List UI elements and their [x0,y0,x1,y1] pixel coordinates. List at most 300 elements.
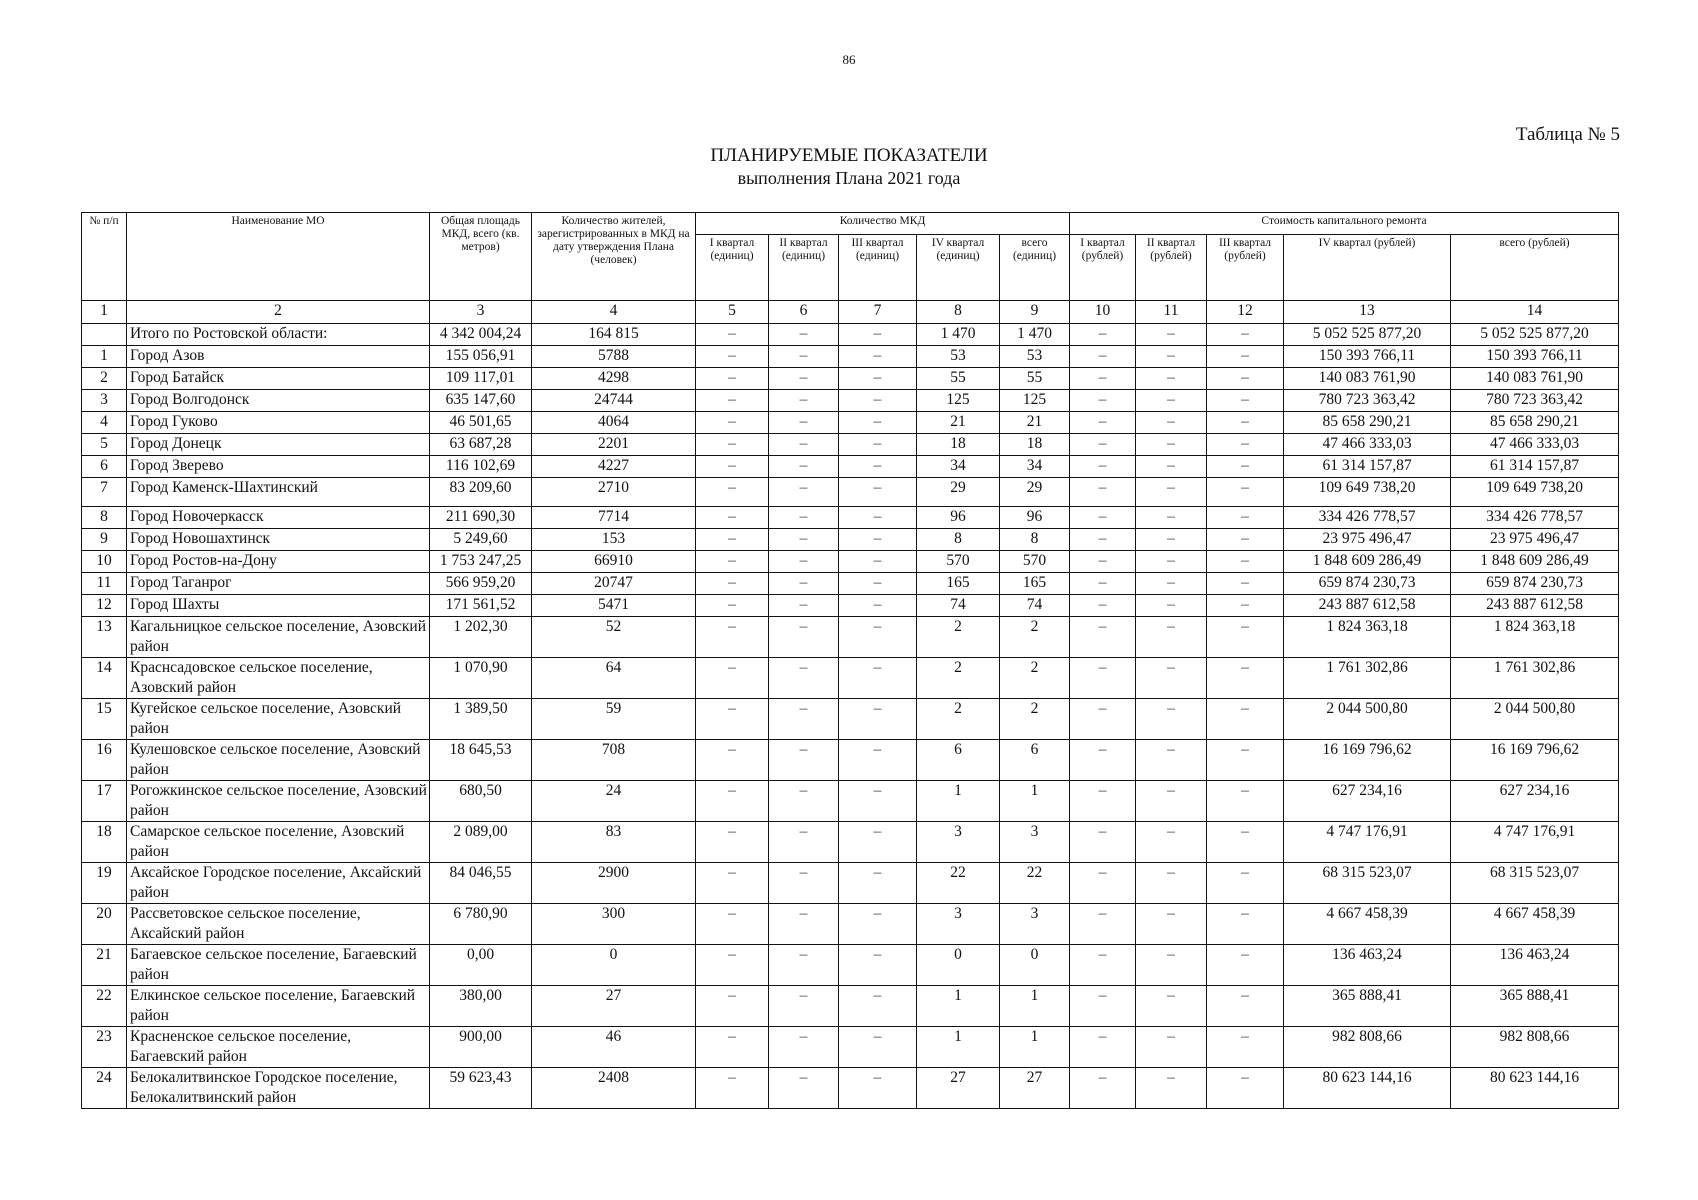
cost-q2-cell: – [1136,529,1207,551]
document-title: ПЛАНИРУЕМЫЕ ПОКАЗАТЕЛИ [710,145,988,166]
row-number-cell: 1 [82,346,127,368]
mkd-q2-cell: – [769,699,839,740]
total-area-cell: 211 690,30 [430,507,532,529]
cost-q3-cell: – [1207,945,1284,986]
cost-total-cell: 334 426 778,57 [1451,507,1619,529]
table-row [82,390,1619,412]
total-area-cell: 155 056,91 [430,346,532,368]
row-number-cell: 12 [82,595,127,617]
cost-q1-cell: – [1070,658,1136,699]
cost-q2-cell: – [1136,1027,1207,1068]
total-area-cell: 635 147,60 [430,390,532,412]
mkd-q2-cell: – [769,324,839,346]
residents-count-cell: 83 [532,822,696,863]
cost-q4-cell: 1 761 302,86 [1284,658,1451,699]
mkd-q3-cell: – [839,478,917,507]
cost-q3-cell: – [1207,529,1284,551]
cost-q1-cell: – [1070,1068,1136,1109]
row-number-cell: 21 [82,945,127,986]
cost-q1-cell: – [1070,986,1136,1027]
mkd-q2-cell: – [769,507,839,529]
row-number-cell: 18 [82,822,127,863]
header-cost-group: Стоимость капитального ремонта [1070,213,1619,235]
row-number-cell: 13 [82,617,127,658]
mkd-q4-cell: 22 [917,863,1000,904]
mkd-q1-cell: – [696,346,769,368]
total-area-cell: 59 623,43 [430,1068,532,1109]
header-q1-rub: I квартал (рублей) [1070,235,1136,301]
cost-q4-cell: 16 169 796,62 [1284,740,1451,781]
cost-q4-cell: 23 975 496,47 [1284,529,1451,551]
mkd-q4-cell: 3 [917,904,1000,945]
cost-q3-cell: – [1207,699,1284,740]
mo-name-cell: Багаевское сельское поселение, Багаевский район [127,945,430,986]
mkd-q4-cell: 6 [917,740,1000,781]
table-row [82,658,1619,699]
header-total-units: всего (единиц) [1000,235,1070,301]
total-area-cell: 46 501,65 [430,412,532,434]
row-number-cell: 19 [82,863,127,904]
cost-total-cell: 4 747 176,91 [1451,822,1619,863]
cost-q3-cell: – [1207,595,1284,617]
row-number-cell: 2 [82,368,127,390]
indicators-table [81,212,1619,1109]
mkd-q3-cell: – [839,1027,917,1068]
cost-q1-cell: – [1070,346,1136,368]
mkd-q4-cell: 21 [917,412,1000,434]
cost-q4-cell: 780 723 363,42 [1284,390,1451,412]
mkd-total-cell: 125 [1000,390,1070,412]
mkd-q1-cell: – [696,904,769,945]
cost-q3-cell: – [1207,863,1284,904]
cost-q1-cell: – [1070,456,1136,478]
column-number: 11 [1136,301,1207,324]
mkd-q2-cell: – [769,740,839,781]
residents-count-cell: 64 [532,658,696,699]
cost-total-cell: 47 466 333,03 [1451,434,1619,456]
mo-name-cell: Кулешовское сельское поселение, Азовский район [127,740,430,781]
cost-q3-cell: – [1207,1027,1284,1068]
mkd-q4-cell: 125 [917,390,1000,412]
mkd-q4-cell: 34 [917,456,1000,478]
mkd-q1-cell: – [696,478,769,507]
table-row [82,346,1619,368]
mkd-q2-cell: – [769,904,839,945]
mkd-q3-cell: – [839,507,917,529]
mkd-q3-cell: – [839,456,917,478]
residents-count-cell: 164 815 [532,324,696,346]
column-number: 4 [532,301,696,324]
mkd-q4-cell: 27 [917,1068,1000,1109]
mkd-total-cell: 8 [1000,529,1070,551]
table-row [82,595,1619,617]
residents-count-cell: 2900 [532,863,696,904]
cost-q4-cell: 140 083 761,90 [1284,368,1451,390]
cost-q1-cell: – [1070,699,1136,740]
cost-q2-cell: – [1136,822,1207,863]
cost-total-cell: 109 649 738,20 [1451,478,1619,507]
mkd-q2-cell: – [769,346,839,368]
mkd-total-cell: 74 [1000,595,1070,617]
mkd-q1-cell: – [696,699,769,740]
cost-q4-cell: 150 393 766,11 [1284,346,1451,368]
cost-total-cell: 80 623 144,16 [1451,1068,1619,1109]
total-area-cell: 2 089,00 [430,822,532,863]
mo-name-cell: Красненское сельское поселение, Багаевский район [127,1027,430,1068]
mo-name-cell: Город Зверево [127,456,430,478]
residents-count-cell: 153 [532,529,696,551]
mo-name-cell: Кагальницкое сельское поселение, Азовский район [127,617,430,658]
mkd-total-cell: 18 [1000,434,1070,456]
cost-q1-cell: – [1070,434,1136,456]
total-area-cell: 4 342 004,24 [430,324,532,346]
mkd-q1-cell: – [696,781,769,822]
table-row [82,986,1619,1027]
mkd-q2-cell: – [769,368,839,390]
total-area-cell: 1 389,50 [430,699,532,740]
cost-q2-cell: – [1136,456,1207,478]
mkd-q4-cell: 2 [917,699,1000,740]
mkd-q3-cell: – [839,740,917,781]
total-area-cell: 109 117,01 [430,368,532,390]
row-number-cell: 3 [82,390,127,412]
column-number: 9 [1000,301,1070,324]
table-row [82,617,1619,658]
cost-q2-cell: – [1136,507,1207,529]
residents-count-cell: 66910 [532,551,696,573]
mo-name-cell: Самарское сельское поселение, Азовский район [127,822,430,863]
mkd-q4-cell: 2 [917,658,1000,699]
mkd-total-cell: 2 [1000,658,1070,699]
row-number-cell: 7 [82,478,127,507]
cost-q4-cell: 1 824 363,18 [1284,617,1451,658]
header-mkd-group: Количество МКД [696,213,1070,235]
cost-q3-cell: – [1207,617,1284,658]
mkd-q3-cell: – [839,822,917,863]
cost-q1-cell: – [1070,863,1136,904]
mkd-q3-cell: – [839,346,917,368]
cost-q2-cell: – [1136,781,1207,822]
residents-count-cell: 4064 [532,412,696,434]
row-number-cell: 11 [82,573,127,595]
header-name: Наименование МО [127,213,430,301]
mkd-q1-cell: – [696,390,769,412]
cost-q2-cell: – [1136,986,1207,1027]
mo-name-cell: Город Донецк [127,434,430,456]
residents-count-cell: 2710 [532,478,696,507]
mkd-q3-cell: – [839,390,917,412]
mkd-q1-cell: – [696,324,769,346]
cost-q4-cell: 365 888,41 [1284,986,1451,1027]
table-label: Таблица № 5 [1515,124,1620,145]
mkd-q4-cell: 18 [917,434,1000,456]
cost-q2-cell: – [1136,390,1207,412]
table-row [82,699,1619,740]
cost-q1-cell: – [1070,1027,1136,1068]
cost-q3-cell: – [1207,456,1284,478]
mkd-q4-cell: 1 470 [917,324,1000,346]
cost-q2-cell: – [1136,573,1207,595]
title-block [0,145,1698,189]
mkd-q1-cell: – [696,412,769,434]
mkd-q1-cell: – [696,368,769,390]
mkd-q2-cell: – [769,1027,839,1068]
table-row [82,863,1619,904]
mo-name-cell: Кугейское сельское поселение, Азовский район [127,699,430,740]
mo-name-cell: Город Новошахтинск [127,529,430,551]
cost-total-cell: 16 169 796,62 [1451,740,1619,781]
mo-name-cell: Елкинское сельское поселение, Багаевский район [127,986,430,1027]
mkd-total-cell: 29 [1000,478,1070,507]
cost-q3-cell: – [1207,551,1284,573]
column-number: 12 [1207,301,1284,324]
cost-q1-cell: – [1070,529,1136,551]
column-number: 1 [82,301,127,324]
total-area-cell: 1 753 247,25 [430,551,532,573]
cost-q1-cell: – [1070,617,1136,658]
table-row [82,904,1619,945]
column-number: 13 [1284,301,1451,324]
mkd-q3-cell: – [839,412,917,434]
mkd-q1-cell: – [696,822,769,863]
total-area-cell: 900,00 [430,1027,532,1068]
residents-count-cell: 7714 [532,507,696,529]
table-row [82,551,1619,573]
mo-name-cell: Город Батайск [127,368,430,390]
cost-q3-cell: – [1207,1068,1284,1109]
mo-name-cell: Город Таганрог [127,573,430,595]
cost-q4-cell: 4 667 458,39 [1284,904,1451,945]
table-row [82,945,1619,986]
table-row [82,1068,1619,1109]
header-residents: Количество жителей, зарегистрированных в МКД на дату утверждения Плана (человек) [532,213,696,301]
mkd-q1-cell: – [696,595,769,617]
header-total-rub: всего (рублей) [1451,235,1619,301]
cost-q1-cell: – [1070,412,1136,434]
mkd-q3-cell: – [839,945,917,986]
mkd-total-cell: 96 [1000,507,1070,529]
mkd-q4-cell: 29 [917,478,1000,507]
cost-total-cell: 780 723 363,42 [1451,390,1619,412]
mkd-q4-cell: 165 [917,573,1000,595]
cost-q1-cell: – [1070,573,1136,595]
mkd-q2-cell: – [769,595,839,617]
row-number-cell: 22 [82,986,127,1027]
row-number-cell: 14 [82,658,127,699]
column-number: 3 [430,301,532,324]
cost-total-cell: 61 314 157,87 [1451,456,1619,478]
row-number-cell: 6 [82,456,127,478]
total-row [82,324,1619,346]
column-number: 2 [127,301,430,324]
mkd-total-cell: 570 [1000,551,1070,573]
mkd-q4-cell: 0 [917,945,1000,986]
residents-count-cell: 2408 [532,1068,696,1109]
total-area-cell: 380,00 [430,986,532,1027]
mkd-total-cell: 1 [1000,1027,1070,1068]
mkd-q1-cell: – [696,1027,769,1068]
column-number: 8 [917,301,1000,324]
mkd-q2-cell: – [769,986,839,1027]
mkd-q2-cell: – [769,412,839,434]
mkd-q2-cell: – [769,781,839,822]
mkd-q3-cell: – [839,368,917,390]
cost-q3-cell: – [1207,781,1284,822]
cost-q1-cell: – [1070,324,1136,346]
cost-q3-cell: – [1207,434,1284,456]
cost-q4-cell: 80 623 144,16 [1284,1068,1451,1109]
column-number-row [82,301,1619,324]
mkd-q4-cell: 8 [917,529,1000,551]
mkd-total-cell: 2 [1000,617,1070,658]
mo-name-cell: Город Гуково [127,412,430,434]
mkd-q3-cell: – [839,658,917,699]
mkd-q3-cell: – [839,551,917,573]
mo-name-cell: Город Ростов-на-Дону [127,551,430,573]
mkd-q1-cell: – [696,945,769,986]
row-number-cell: 24 [82,1068,127,1109]
cost-q2-cell: – [1136,324,1207,346]
row-number-cell: 15 [82,699,127,740]
total-area-cell: 5 249,60 [430,529,532,551]
header-q4-units: IV квартал (единиц) [917,235,1000,301]
mkd-q3-cell: – [839,1068,917,1109]
cost-q2-cell: – [1136,346,1207,368]
mkd-q4-cell: 3 [917,822,1000,863]
row-number-cell [82,324,127,346]
cost-q3-cell: – [1207,368,1284,390]
residents-count-cell: 52 [532,617,696,658]
cost-q2-cell: – [1136,617,1207,658]
residents-count-cell: 46 [532,1027,696,1068]
cost-q1-cell: – [1070,551,1136,573]
header-q4-rub: IV квартал (рублей) [1284,235,1451,301]
mkd-q1-cell: – [696,573,769,595]
residents-count-cell: 5471 [532,595,696,617]
cost-total-cell: 5 052 525 877,20 [1451,324,1619,346]
total-area-cell: 116 102,69 [430,456,532,478]
mkd-q1-cell: – [696,863,769,904]
mkd-q3-cell: – [839,986,917,1027]
column-number: 6 [769,301,839,324]
mkd-q3-cell: – [839,434,917,456]
cost-q2-cell: – [1136,945,1207,986]
mkd-q1-cell: – [696,434,769,456]
cost-total-cell: 243 887 612,58 [1451,595,1619,617]
cost-q1-cell: – [1070,822,1136,863]
cost-total-cell: 85 658 290,21 [1451,412,1619,434]
mkd-q2-cell: – [769,529,839,551]
mkd-q2-cell: – [769,945,839,986]
mkd-q3-cell: – [839,781,917,822]
row-number-cell: 8 [82,507,127,529]
mkd-total-cell: 1 [1000,986,1070,1027]
mkd-q2-cell: – [769,863,839,904]
mkd-q2-cell: – [769,390,839,412]
cost-q4-cell: 627 234,16 [1284,781,1451,822]
cost-q1-cell: – [1070,740,1136,781]
table-row [82,456,1619,478]
cost-total-cell: 4 667 458,39 [1451,904,1619,945]
cost-q3-cell: – [1207,740,1284,781]
cost-q4-cell: 47 466 333,03 [1284,434,1451,456]
cost-q4-cell: 2 044 500,80 [1284,699,1451,740]
cost-q1-cell: – [1070,368,1136,390]
mkd-q2-cell: – [769,658,839,699]
cost-q3-cell: – [1207,507,1284,529]
mkd-q2-cell: – [769,1068,839,1109]
mkd-q4-cell: 570 [917,551,1000,573]
mkd-total-cell: 22 [1000,863,1070,904]
residents-count-cell: 27 [532,986,696,1027]
mkd-total-cell: 3 [1000,904,1070,945]
mo-name-cell: Аксайское Городское поселение, Аксайский район [127,863,430,904]
header-q2-units: II квартал (единиц) [769,235,839,301]
mkd-total-cell: 55 [1000,368,1070,390]
cost-q3-cell: – [1207,904,1284,945]
row-number-cell: 5 [82,434,127,456]
cost-q4-cell: 334 426 778,57 [1284,507,1451,529]
residents-count-cell: 24 [532,781,696,822]
residents-count-cell: 4298 [532,368,696,390]
mkd-q4-cell: 1 [917,781,1000,822]
cost-q1-cell: – [1070,904,1136,945]
cost-q4-cell: 659 874 230,73 [1284,573,1451,595]
residents-count-cell: 24744 [532,390,696,412]
mkd-q2-cell: – [769,456,839,478]
cost-q3-cell: – [1207,822,1284,863]
mkd-total-cell: 3 [1000,822,1070,863]
cost-q2-cell: – [1136,904,1207,945]
cost-q4-cell: 4 747 176,91 [1284,822,1451,863]
cost-q4-cell: 61 314 157,87 [1284,456,1451,478]
mo-name-cell: Город Каменск-Шахтинский [127,478,430,507]
cost-q2-cell: – [1136,863,1207,904]
cost-q3-cell: – [1207,573,1284,595]
mkd-q4-cell: 53 [917,346,1000,368]
cost-total-cell: 136 463,24 [1451,945,1619,986]
cost-total-cell: 23 975 496,47 [1451,529,1619,551]
mkd-q2-cell: – [769,478,839,507]
total-area-cell: 0,00 [430,945,532,986]
mo-name-cell: Город Азов [127,346,430,368]
mkd-total-cell: 1 470 [1000,324,1070,346]
cost-q1-cell: – [1070,507,1136,529]
residents-count-cell: 4227 [532,456,696,478]
cost-total-cell: 659 874 230,73 [1451,573,1619,595]
cost-total-cell: 627 234,16 [1451,781,1619,822]
mkd-q1-cell: – [696,740,769,781]
mo-name-cell: Город Новочеркасск [127,507,430,529]
total-area-cell: 18 645,53 [430,740,532,781]
mkd-total-cell: 2 [1000,699,1070,740]
residents-count-cell: 300 [532,904,696,945]
cost-q1-cell: – [1070,945,1136,986]
mkd-q2-cell: – [769,617,839,658]
mkd-q1-cell: – [696,986,769,1027]
cost-q2-cell: – [1136,368,1207,390]
row-number-cell: 4 [82,412,127,434]
total-area-cell: 6 780,90 [430,904,532,945]
table-row [82,434,1619,456]
mkd-q2-cell: – [769,822,839,863]
cost-q4-cell: 982 808,66 [1284,1027,1451,1068]
mkd-q2-cell: – [769,573,839,595]
header-q3-rub: III квартал (рублей) [1207,235,1284,301]
row-number-cell: 10 [82,551,127,573]
mkd-total-cell: 165 [1000,573,1070,595]
mkd-q1-cell: – [696,456,769,478]
